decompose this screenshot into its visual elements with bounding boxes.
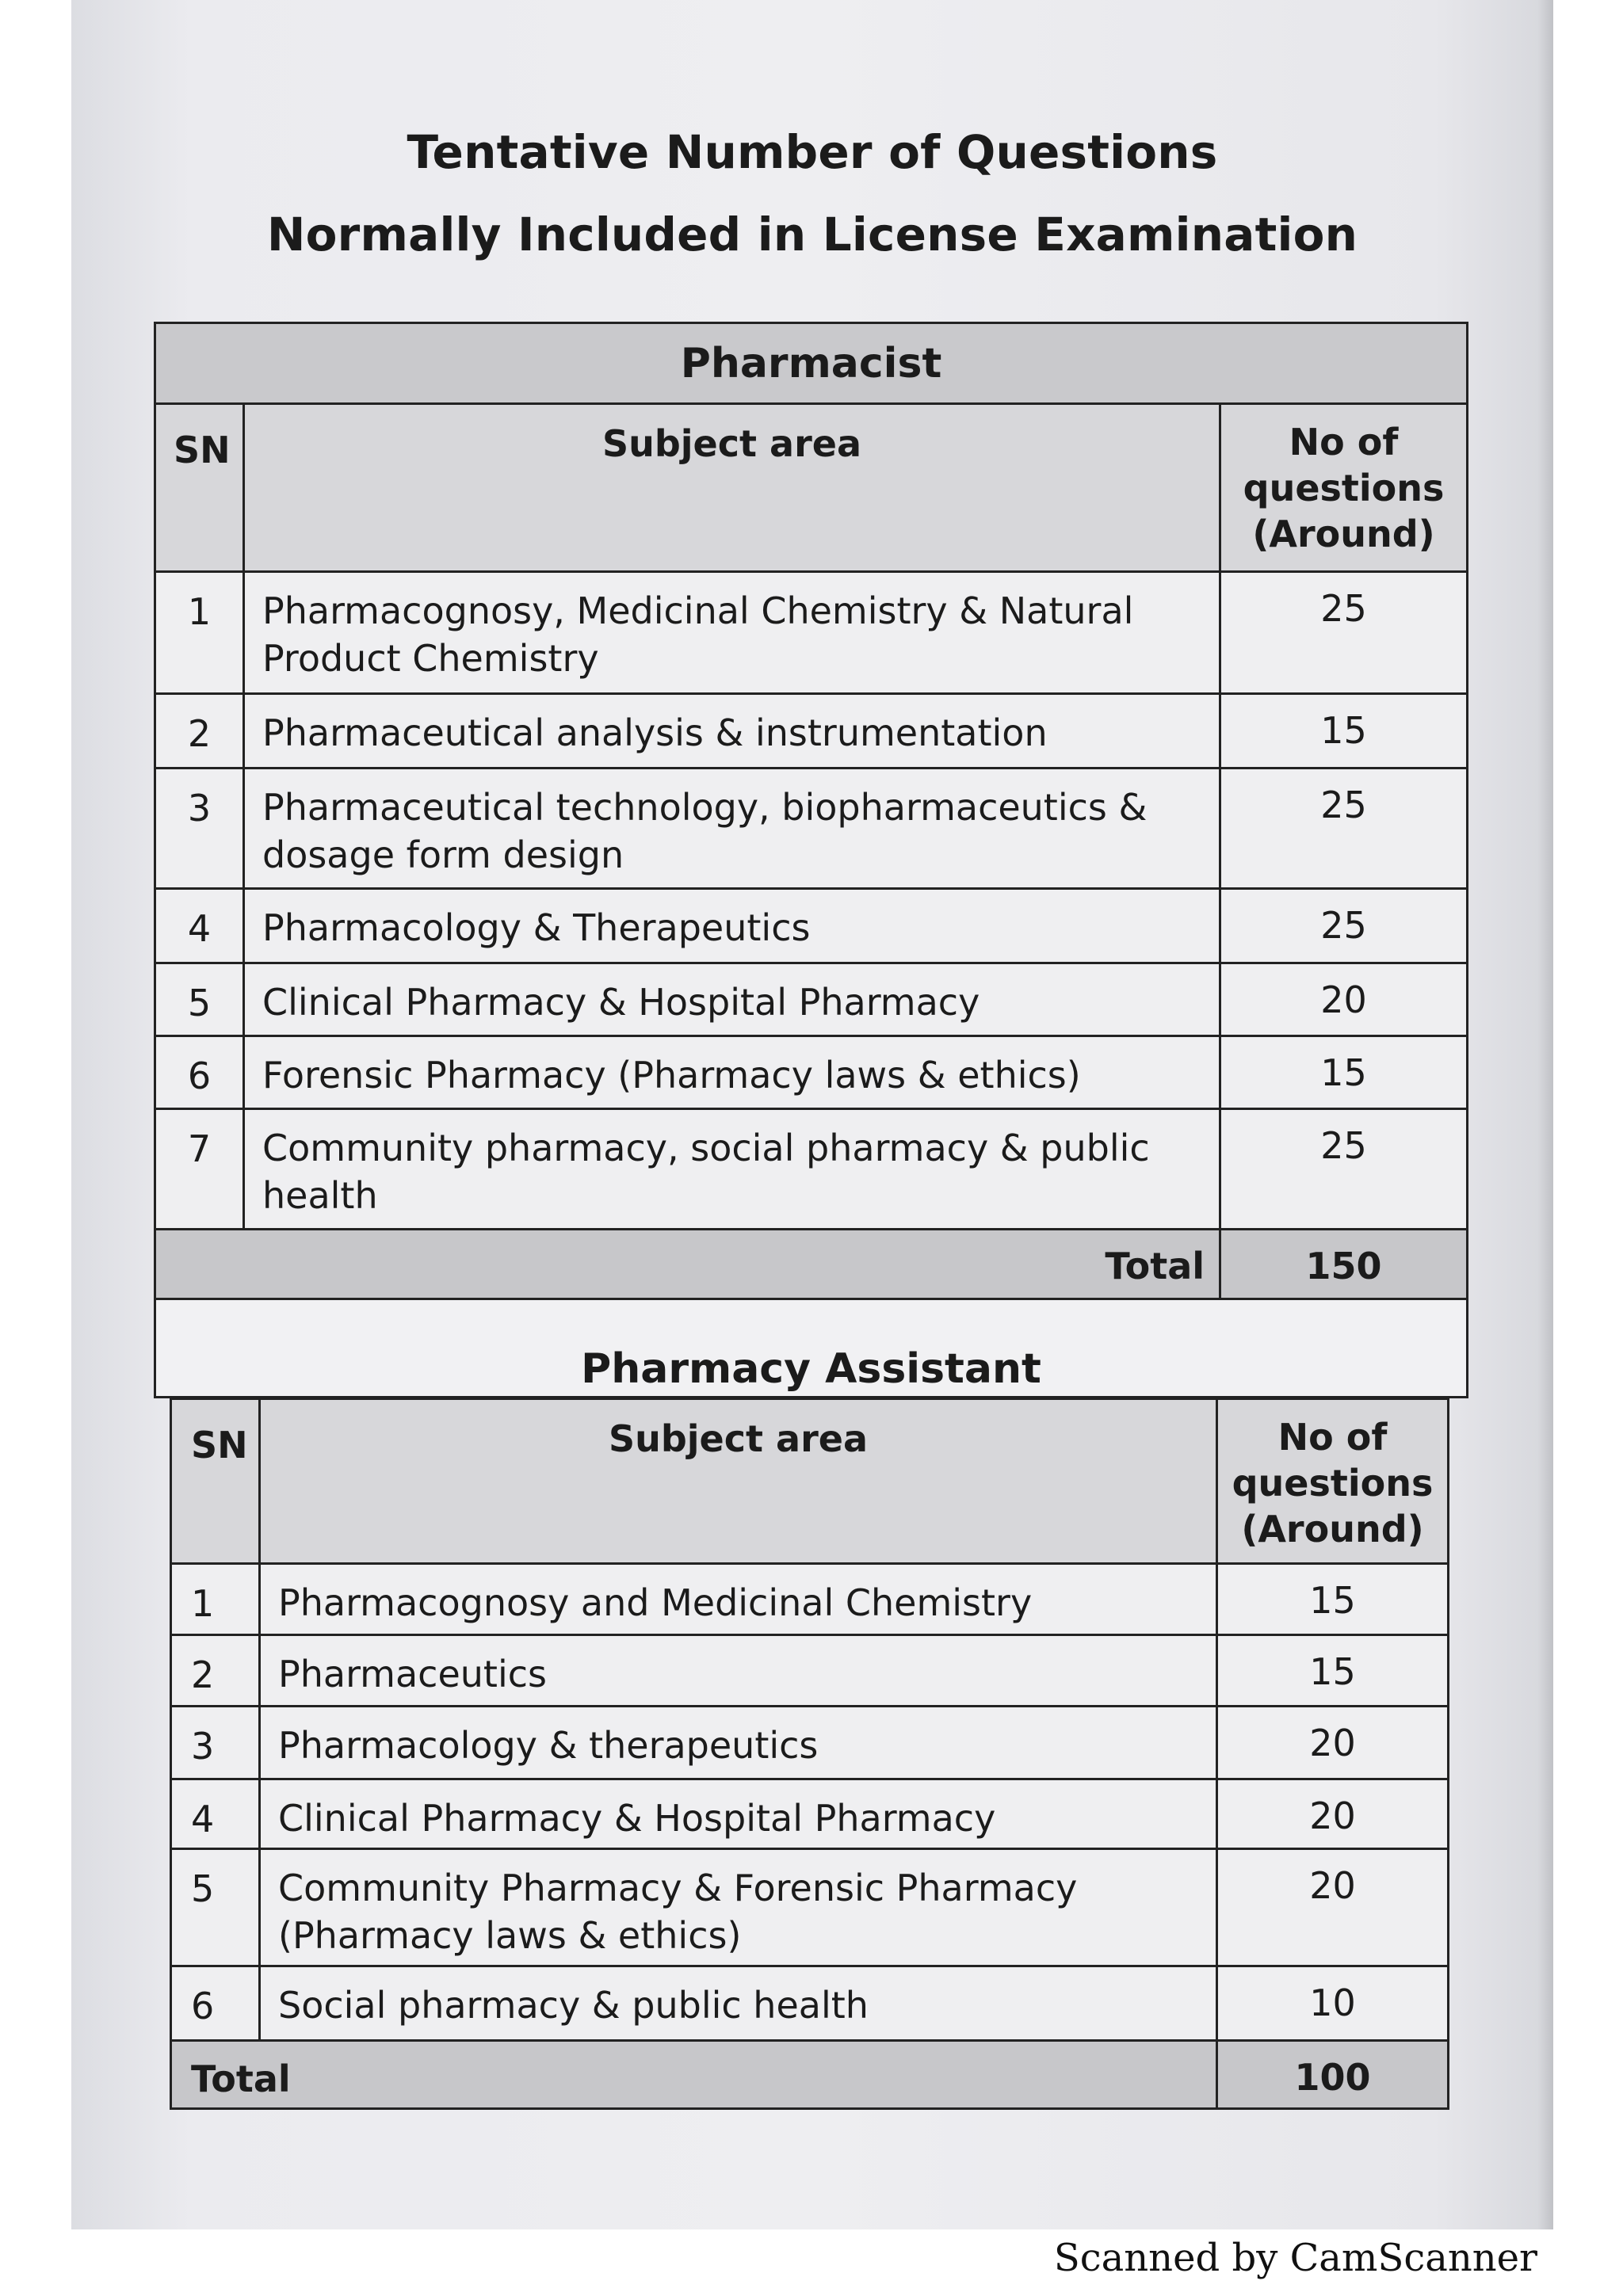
column-header-count: No of questions (Around)	[1217, 1399, 1449, 1564]
document-title-line-1: Tentative Number of Questions	[407, 125, 1218, 179]
row-subject: Pharmacology & therapeutics	[260, 1707, 1217, 1779]
row-count: 25	[1220, 1109, 1468, 1230]
column-header-sn: SN	[155, 404, 244, 572]
row-sn: 3	[171, 1707, 260, 1779]
row-count: 15	[1217, 1635, 1449, 1707]
row-subject: Community Pharmacy & Forensic Pharmacy (Pharmacy laws & ethics)	[260, 1849, 1217, 1966]
pharmacist-table	[154, 322, 1468, 1398]
camscanner-watermark: Scanned by CamScanner	[1053, 2236, 1537, 2280]
row-sn: 5	[155, 963, 244, 1036]
table-row	[171, 1849, 1449, 1966]
row-sn: 4	[155, 889, 244, 963]
column-header-sn: SN	[171, 1399, 260, 1564]
table-row	[155, 889, 1468, 963]
table-row	[155, 1036, 1468, 1109]
row-subject: Social pharmacy & public health	[260, 1966, 1217, 2041]
row-count: 15	[1220, 694, 1468, 769]
row-count: 20	[1217, 1849, 1449, 1966]
table-row	[171, 1966, 1449, 2041]
row-count: 25	[1220, 769, 1468, 889]
page-edge-shadow	[1537, 0, 1553, 2229]
table-row	[155, 572, 1468, 694]
row-subject: Pharmaceutical analysis & instrumentation	[244, 694, 1220, 769]
table-row	[171, 1635, 1449, 1707]
row-count: 10	[1217, 1966, 1449, 2041]
row-sn: 7	[155, 1109, 244, 1230]
row-count: 20	[1220, 963, 1468, 1036]
row-count: 20	[1217, 1779, 1449, 1849]
row-sn: 4	[171, 1779, 260, 1849]
table-row	[155, 769, 1468, 889]
table-row	[171, 1564, 1449, 1635]
row-count: 20	[1217, 1707, 1449, 1779]
row-sn: 6	[171, 1966, 260, 2041]
column-header-count: No of questions (Around)	[1220, 404, 1468, 572]
row-sn: 3	[155, 769, 244, 889]
total-label: Total	[171, 2041, 1217, 2109]
row-sn: 2	[155, 694, 244, 769]
row-subject: Pharmacognosy, Medicinal Chemistry & Natural Product Chemistry	[244, 572, 1220, 694]
scanned-page	[71, 0, 1553, 2229]
pharmacist-heading: Pharmacist	[155, 323, 1468, 404]
row-count: 15	[1217, 1564, 1449, 1635]
row-subject: Pharmacology & Therapeutics	[244, 889, 1220, 963]
row-sn: 2	[171, 1635, 260, 1707]
pharmacy-assistant-heading: Pharmacy Assistant	[155, 1299, 1468, 1398]
column-header-subject: Subject area	[260, 1399, 1217, 1564]
total-value: 150	[1220, 1230, 1468, 1299]
pharmacy-assistant-total-row	[171, 2041, 1449, 2109]
row-subject: Community pharmacy, social pharmacy & public health	[244, 1109, 1220, 1230]
row-subject: Pharmaceutical technology, biopharmaceutics & dosage form design	[244, 769, 1220, 889]
table-row	[171, 1707, 1449, 1779]
row-sn: 5	[171, 1849, 260, 1966]
row-subject: Clinical Pharmacy & Hospital Pharmacy	[244, 963, 1220, 1036]
row-count: 15	[1220, 1036, 1468, 1109]
row-subject: Pharmacognosy and Medicinal Chemistry	[260, 1564, 1217, 1635]
row-sn: 1	[171, 1564, 260, 1635]
column-header-subject: Subject area	[244, 404, 1220, 572]
table-row	[155, 694, 1468, 769]
row-count: 25	[1220, 889, 1468, 963]
pharmacy-assistant-table	[170, 1398, 1449, 2110]
table-row	[155, 1109, 1468, 1230]
row-subject: Forensic Pharmacy (Pharmacy laws & ethics)	[244, 1036, 1220, 1109]
row-subject: Pharmaceutics	[260, 1635, 1217, 1707]
row-sn: 1	[155, 572, 244, 694]
pharmacist-total-row	[155, 1230, 1468, 1299]
row-subject: Clinical Pharmacy & Hospital Pharmacy	[260, 1779, 1217, 1849]
row-sn: 6	[155, 1036, 244, 1109]
total-value: 100	[1217, 2041, 1449, 2109]
table-row	[171, 1779, 1449, 1849]
total-label: Total	[155, 1230, 1220, 1299]
row-count: 25	[1220, 572, 1468, 694]
table-row	[155, 963, 1468, 1036]
document-title-line-2: Normally Included in License Examination	[266, 208, 1358, 261]
